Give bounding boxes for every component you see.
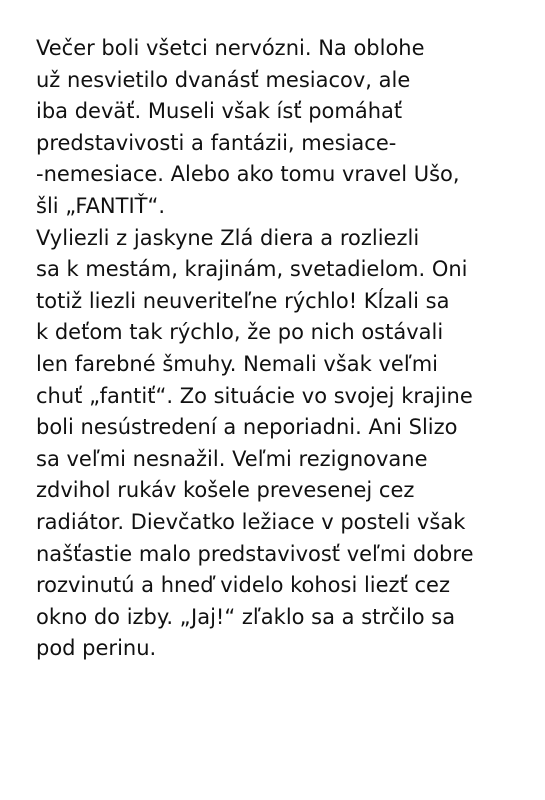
text-line: totiž liezli neuveriteľne rýchlo! Kĺzali sa	[36, 288, 450, 313]
text-line: iba deväť. Museli však ísť pomáhať	[36, 99, 403, 124]
story-text	[36, 33, 536, 665]
text-line: radiátor. Dievčatko ležiace v posteli však	[36, 509, 466, 534]
text-line: zdvihol rukáv košele prevesenej cez	[36, 478, 415, 503]
text-line: pod perinu.	[36, 636, 157, 661]
text-line: k deťom tak rýchlo, že po nich ostávali	[36, 320, 444, 345]
text-line: -nemesiace. Alebo ako tomu vravel Ušo,	[36, 162, 460, 187]
text-line: len farebné šmuhy. Nemali však veľmi	[36, 351, 439, 376]
text-line: Vyliezli z jaskyne Zlá diera a rozliezli	[36, 225, 420, 250]
text-line: šli „FANTIŤ“.	[36, 193, 166, 218]
text-line: sa veľmi nesnažil. Veľmi rezignovane	[36, 446, 428, 471]
text-line: chuť „fantiť“. Zo situácie vo svojej krajine	[36, 383, 473, 408]
text-line: Večer boli všetci nervózni. Na oblohe	[36, 36, 425, 60]
text-line: našťastie malo predstavivosť veľmi dobre	[36, 541, 474, 566]
text-line: sa k mestám, krajinám, svetadielom. Oni	[36, 257, 468, 282]
text-line: boli nesústredení a neporiadni. Ani Slizo	[36, 415, 458, 440]
text-line: okno do izby. „Jaj!“ zľaklo sa a strčilo sa	[36, 604, 456, 629]
text-line: už nesvietilo dvanásť mesiacov, ale	[36, 67, 411, 92]
text-line: predstavivosti a fantázii, mesiace-	[36, 130, 397, 155]
text-line: rozvinutú a hneď videlo kohosi liezť cez	[36, 573, 450, 598]
